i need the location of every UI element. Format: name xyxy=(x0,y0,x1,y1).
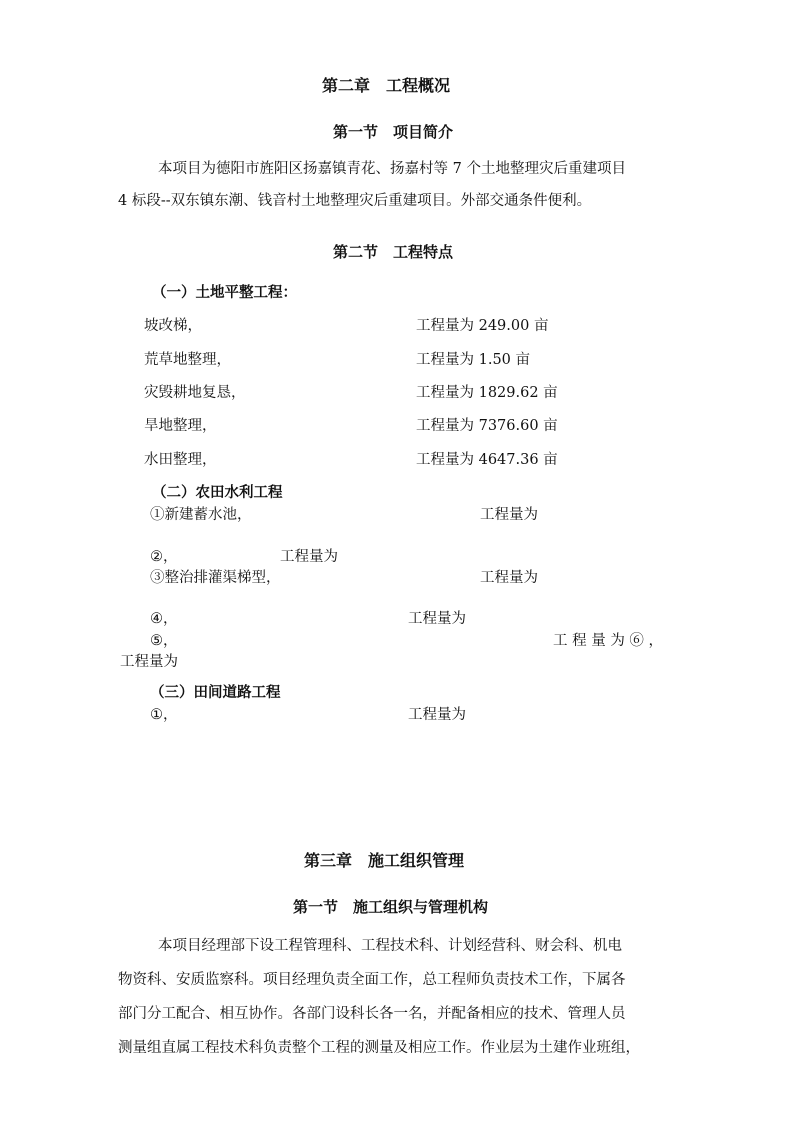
paragraph-line: 测量组直属工程技术科负责整个工程的测量及相应工作。作业层为土建作业班组， xyxy=(118,1040,640,1056)
subsection-title: （一）土地平整工程： xyxy=(152,285,297,301)
item-name: ①， xyxy=(150,707,178,723)
item-name: ④， xyxy=(150,611,178,627)
subsection-title: （二）农田水利工程 xyxy=(152,485,283,501)
item-name: 灾毁耕地复恳， xyxy=(144,385,246,401)
chapter-title: 第三章 施工组织管理 xyxy=(304,851,465,870)
item-quantity: 工程量为 xyxy=(408,611,466,627)
item-quantity: 工程量为 xyxy=(280,549,338,565)
item-name: 水田整理， xyxy=(144,452,217,468)
item-name: 坡改梯， xyxy=(144,318,202,334)
item-name: ①新建蓄水池， xyxy=(150,507,252,523)
item-name: 荒草地整理， xyxy=(144,352,231,368)
item-quantity: 工程量为 xyxy=(480,507,538,523)
paragraph-line: 本项目为德阳市旌阳区扬嘉镇青花、扬嘉村等 7 个土地整理灾后重建项目 xyxy=(158,161,626,177)
item-quantity: 工程量为 xyxy=(480,570,538,586)
project-intro-paragraph xyxy=(118,153,683,217)
organization-paragraph xyxy=(118,929,683,1065)
item-name: ③整治排灌渠梯型， xyxy=(150,570,281,586)
item-quantity: 工程量为 249.00 亩 xyxy=(416,318,549,334)
section-title: 第一节 施工组织与管理机构 xyxy=(293,898,489,916)
item-quantity: 工程量为 4647.36 亩 xyxy=(416,452,558,468)
subsection-title: （三）田间道路工程 xyxy=(150,685,281,701)
item-name: ②， xyxy=(150,549,178,565)
section-title: 第一节 项目简介 xyxy=(333,123,454,141)
item-quantity: 工程量为 xyxy=(408,707,466,723)
paragraph-line: 本项目经理部下设工程管理科、工程技术科、计划经营科、财会科、机电 xyxy=(158,938,622,954)
chapter-title: 第二章 工程概况 xyxy=(322,76,451,95)
paragraph-line: 物资科、安质监察科。项目经理负责全面工作，总工程师负责技术工作，下属各 xyxy=(118,972,626,988)
section-title: 第二节 工程特点 xyxy=(333,243,454,261)
item-quantity: 工程量为 1829.62 亩 xyxy=(416,385,558,401)
item-quantity: 工 程 量 为 ⑥ ， xyxy=(553,633,664,649)
item-name: ⑤， xyxy=(150,633,178,649)
item-name: 旱地整理， xyxy=(144,418,217,434)
item-quantity: 工程量为 1.50 亩 xyxy=(416,352,531,368)
item-quantity: 工程量为 7376.60 亩 xyxy=(416,418,558,434)
item-name: 工程量为 xyxy=(120,654,178,670)
paragraph-line: 部门分工配合、相互协作。各部门设科长各一名，并配备相应的技术、管理人员 xyxy=(118,1006,626,1022)
paragraph-line: 4 标段--双东镇东潮、钱音村土地整理灾后重建项目。外部交通条件便利。 xyxy=(118,193,592,209)
